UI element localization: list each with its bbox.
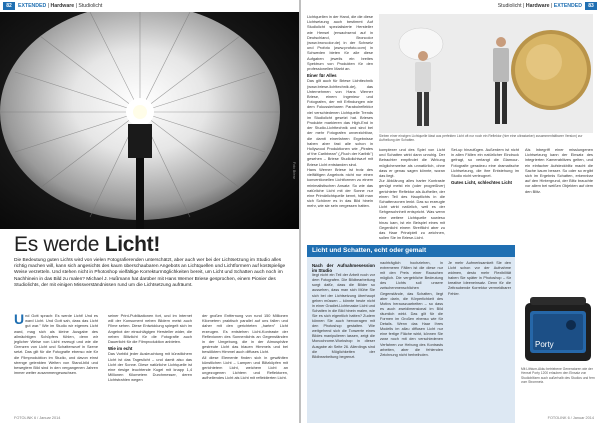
box-col-1 <box>312 261 375 360</box>
running-header: EXTENDED | Hardware | Studiolicht <box>18 3 103 9</box>
subheading-einer-fuer-alles: Einer für Alles <box>307 73 337 79</box>
left-col-2-text2: Das Vorbild jeder Ausleuchtung mit künstlichem Licht ist das Tageslicht – und damit also das Licht der Sonne. Diese natürliche Lichtquelle ist eine riesige leuchtende Kugel mit knapp 1,4 Millionen Kilometern Durchmesser, deren Lichtstrahlen wegen <box>108 351 192 383</box>
page-number: 82 <box>3 2 15 10</box>
category-label: Hardware <box>50 3 75 9</box>
topic-label: Studiolicht <box>78 3 103 9</box>
page-number-right: 83 <box>585 2 597 10</box>
left-col-3 <box>202 313 288 381</box>
sidebar-box-header <box>307 245 515 257</box>
box-col-2: nachträglich hochziehen, in extremeren Fällen ist die diese nur mit den Preis einer Rauschen möglich. Die vergebliche Bedeutung des Lichts soll unsere zwischenmenschlichen Gegenstände, das Schatten, liegt aber darin, die Körperlichkeit des Motivs herauszuarbeiten – so dass es auch zweidimensional im Bild räumlich wirkt. Das gilt für die Formen im Großen ebenso wie für Details. Wenn das Haar Ihres Modells im allzu diffusen Licht nur eine fertige Fläche wirkt, können Sie zwar noch mit den verschiedenen Verfahren zur Hebung des Kontrasts arbeiten, aber die fehlenden Zeichnung nicht herbeiholen. <box>380 261 443 357</box>
right-col-2-text: komplexer und des Spiel von Licht und Schatten wirkt dann unruhig. Der Betrachter empfindet die Wirkung möglicherweise als unnatürlich, ohne dass er genau sagen könnte, woran das liegt. <box>379 147 445 179</box>
porty-generator-illustration <box>521 295 596 365</box>
right-col-1-text: Lichtquellen in der Hand, die die diese Lichtsetzung auch bestimmt Auf Studiolicht spezialisierte Hersteller wie Hensel (erwachsend auf in Deutschland, Broncolor (www.broncolor.de) in der Schweiz und Profoto (www.profoto.com) in Schweden bieten für alle diese Aufgaben jeweils ein breites Spektrum von Produkten für den professionellen Markt an. <box>307 14 373 72</box>
running-header-right: Studiolicht | Hardware | EXTENDED <box>497 3 582 9</box>
left-page <box>0 0 299 423</box>
right-col-3 <box>451 147 593 242</box>
article-headline <box>14 233 160 257</box>
right-col-1-text3: Hans Werner Briese ist trotz des vielfältigen Angebots nicht nur einen konventionellen Lichtformen zu einem minimalistischen Ansatz: So wie das natürliche Licht mit der Sonne nur eine Primärlichtquelle kennt, hält man sich Schöner es in das Bild hinein mehr, wie sie sein vergessen hatten. <box>307 166 373 209</box>
right-col-1-text2: Das gilt auch für Briese Lichttechnik (www.briese-lichttechnik.de), das Unternehmen von Hans Werner Briese, einem Ingenieur und Fotografen, der mit Erfindungen wie dem Fokussierbaren Parabolreflektor viel verschiedenen Lichtquelle Trends im Studiolicht gesetzt hat. Brieses Produkte markieren das High-End in der Studio-Lichttechnik und sind bei der mehr Fotografen unverzichtbar, die damit einerfahren Ergebnisse haben aber fast alle schon in Hollywood Produktionen wie „Pirates of the Caribbean" („Fluch der Karibik") gesehen – Briese Studiolichtwurf mit Briese Licht entstanden sind. <box>307 78 373 167</box>
box-col-3: Je mehr Aufmerksamkeit Sie den Licht schon vor der Aufnahme widmen, desto mehr Flexibilität haben Sie später in Photoshop – für kreative Ideeneinsatz. Denn für die Zeitraubende Korrektur vermeidbarer Fehler. <box>448 261 511 296</box>
headline-bold: Licht! <box>104 233 161 256</box>
article-lead: Die Bedeutung guten Lichts wird von vielen Fotografierenden unterschätzt, aber auch wer bei der Lichtsetzung im Studio alles richtig machen will, kann sich angesichts des kaum überschaubaren Angebots an Lichtquellen und Lichtformern auf kostspielige Weise verzetteln. Und stehen nicht in Photoshop vielfältige Korrekturmöglichkeiten bereit, um Licht und Schatten auch noch im Nachhinein in das Bild zu malen? Michael J. Hußmann hat darüber mit Hans Werner Briese gesprochen, einem Pionier des Studiolichts, der mit einigen Missverständnissen rund um die Lichtsetzung aufräumt. <box>14 258 286 288</box>
photo-credit: Foto: Briese <box>292 162 296 180</box>
sidebar-box-title: Licht und Schatten, echt oder gemalt <box>312 247 427 254</box>
subheading-gutes-licht: Gutes Licht, schlechtes Licht <box>451 180 512 186</box>
left-col-2-text: seiner Print-Publikationen fort, und im Internet will der Konsument neben Bildern meist auch Filme sehen. Diese Entwicklung spiegelt sich im Angebot der einschlägigen Hersteller wider, die neben Blitzlicht für die Fotografie auch Dauerlicht für die Filmproduktion anbieten. <box>108 313 192 345</box>
left-page-header <box>0 0 299 12</box>
left-col-2 <box>108 313 192 383</box>
right-col-3-text: Set-up hinzufügen. Außerdem ist nicht in allen Fällen ein natürlicher Eindruck gefragt, so verlangt die Glamour-Fotografie geradezu eine dramatische Lichtsetzung, die ihre Entstehung im Studio nicht verleugnet. <box>451 147 519 179</box>
right-col-2 <box>379 147 445 241</box>
right-footer: FOTOLINK 6 / Januar 2014 <box>547 416 594 420</box>
right-col-2-text2: Zur Abklärung alles harter Kontraste genügt meist ein (oder progreßiver) gerichteter Reflektor als Aufheller, der einen Teil des Hauptlichts in die Schattenzonen lenkt. Das so erzeugte Licht wirkt natürlich, weil es der Sehgewohnheit entspricht. Was wenn eine weitere Lichtquelle sowieso hinzu kam, ist ein Beispiel eines mit Gegenlicht einem Streiflicht aber zu das Haar Prinzipiell zu zeichnen, sollen Sie im Briese-Licht. <box>379 178 445 241</box>
right-col-3-text2: Als Inbegriff einer misslungenen Lichtsetzung kann der Einsatz des integrierten Kamerablitzes gelten, und ein einfacher Aufsteckblitz macht die Sache kaum besser. So oder so ergibt sich im Ergebnis Schatten, erkennbar auf den Hintergrund, der Blitz brauchte vor allem bei weißen Objekten auf dem den Blitz. <box>525 147 593 194</box>
generator-product-photo <box>521 295 596 395</box>
umbrella-light-photo <box>0 12 299 229</box>
left-col-3-text2: All diese Elemente finden sich in gewählten künstlichen Licht – Lampen und Blitzköpfen mit gerichtetem Licht, weichem Licht an ungezogenen Lichtern und Reflektoren, aufhellendes Licht als Licht mit reflektierten Licht. <box>202 354 288 381</box>
product-caption: Mit Lithium-Akku betriebene Generatoren wie der Hensel Porty 1200 erlauben den Einsatz von Studioblitzen auch außerhalb des Studios und fern vom Stromnetz. <box>521 367 595 385</box>
box-col-1-sub: Nach der Aufnahmesession im Studio <box>312 263 375 274</box>
product-brand-label: Porty <box>535 340 554 349</box>
sidebar-box <box>307 245 515 423</box>
section-label-right: EXTENDED <box>553 3 582 9</box>
left-col-1-text: nd Gott sprach: Es werde Licht! Und es ward Licht. Und Gott sah, dass das Licht gut war." Wie im Studio wir eigenes Licht ward, mag sich als kleine Ausgabe des allmächtigen Schöpfers fühlen, denn wir jeglicher Weise von Licht erzeugt und wie die Grenzen von Licht und Schattenwurf in Szene setzt. Das gilt für die Fotografie ebenso wie für die Filmproduktion im Studio, und davon einst strenge gelenkten Welten von Stand-bild und bewegtem Bild sind in den vergangenen Jahren immer weiter zusammengewachsen. <box>14 313 98 376</box>
umbrella-reflector-illustration <box>0 12 299 229</box>
topic-label-right: Studiolicht <box>497 3 522 9</box>
person-with-reflector-illustration <box>379 14 593 133</box>
reflector-photo <box>379 14 593 133</box>
drop-cap: U <box>14 311 25 327</box>
box-col-1-text: liegt nicht ein Teil der Arbeit noch vor dem Fotografen. Die Bildbearbeitung sorgt dafür, dass die Bilder so aussehen, dass man sich Mühe Sie sich bei der Lichtsetzung überhaupt geben müssen – könnte heute nicht in einer Gradiet-Lichtmaske Licht und Schatten in die Bild hinein malen, wie Sie es sich eigentlich hatten? Zudem können Sie auch hervorragen mit den Photoshop gestalten. Wie weitgehend sich die Tonwerte eines Bildes manipulieren lassen, zeigt die Monochrome-Workshop in dieser Ausgabe ab Seite 26. Allerdings sind die Möglichkeiten der Bildbearbeitung begrenzt. <box>312 273 375 359</box>
section-label: EXTENDED <box>18 3 47 9</box>
category-label-right: Hardware <box>525 3 550 9</box>
headline-prefix: Es werde <box>14 233 105 256</box>
left-col-1 <box>14 313 98 375</box>
left-footer: FOTOLINK 6 / Januar 2014 <box>14 416 61 420</box>
photo-caption: Sieben einer einzigen Lichtquelle lässt aus perfekten Licht oft nur noch ein Reflektor (hier eine ultrastarker) zusammenfaltbarer Version) zur Aufhellung der Schatten. <box>379 134 583 143</box>
left-col-3-text: der großen Entfernung von rund 150 Millionen Kilometern praktisch parallel auf uns fallen und daher mit den gerichteten „harten" Licht erzeugen. Es entstehen Licht-Kontraste der Reflexionen des Sonnenlichts an Gegenständen in der Umgebung, die in der Atmosphäre gestreute Licht das blauen Himmels und bei bewölktem Himmel auch diffuses Licht. <box>202 313 288 355</box>
right-page <box>301 0 600 423</box>
right-col-1 <box>307 14 373 209</box>
right-page-header <box>301 0 600 12</box>
subheading-wie-im-echt: Wie im echt <box>108 346 133 352</box>
